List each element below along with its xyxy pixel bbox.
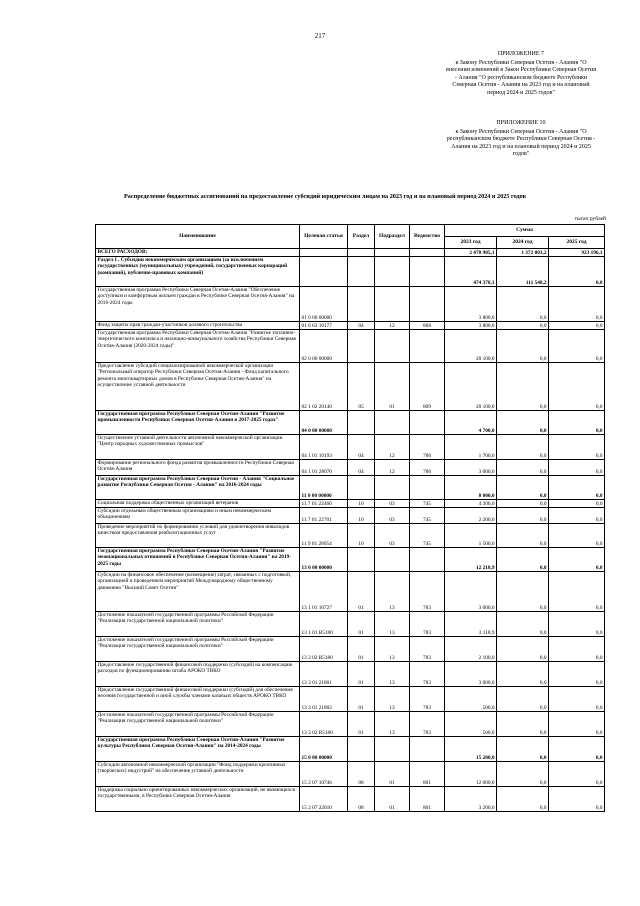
row-sum-2025: 0,0	[549, 476, 605, 500]
row-subsection: 13	[375, 712, 410, 737]
row-dept: 786	[410, 460, 445, 476]
row-sum-2024: 0,0	[497, 330, 549, 363]
row-target-code: 15 2 07 10746	[300, 762, 348, 787]
row-sum-2025: 923 196,1	[549, 249, 605, 257]
row-target-code: 04 1 01 10193	[300, 435, 348, 460]
row-name: Проведение мероприятий по формированию условий для удовлетворения инвалидов качеством предоставления реабилитационных услуг	[96, 524, 300, 548]
row-dept	[410, 476, 445, 500]
col-header-section: Раздел	[348, 225, 375, 249]
table-row	[96, 500, 605, 508]
row-sum-2025: 0,0	[549, 612, 605, 637]
row-dept: 783	[410, 637, 445, 662]
table-row	[96, 572, 605, 612]
row-dept: 783	[410, 662, 445, 687]
row-section: 05	[348, 363, 375, 411]
row-section: 08	[348, 762, 375, 787]
appendix-new-heading: ПРИЛОЖЕНИЕ 7	[497, 51, 545, 57]
row-section	[348, 548, 375, 572]
row-sum-2024: 0,0	[497, 363, 549, 411]
row-sum-2025: 0,0	[549, 787, 605, 812]
row-subsection	[375, 548, 410, 572]
row-subsection: 13	[375, 687, 410, 712]
row-sum-2024: 0,0	[497, 787, 549, 812]
row-sum-2023: 3 118,9	[445, 612, 497, 637]
row-dept	[410, 737, 445, 762]
col-header-dept: Ведомство	[410, 225, 445, 249]
table-row	[96, 687, 605, 712]
row-target-code: 15 0 00 00000	[300, 737, 348, 762]
row-sum-2025: 0,0	[549, 762, 605, 787]
row-sum-2025: 0,0	[549, 508, 605, 524]
row-target-code: 04 0 00 00000	[300, 411, 348, 435]
row-section	[348, 737, 375, 762]
table-row	[96, 287, 605, 322]
row-name: Субсидии автономной некоммерческой организации "Фонд поддержки креативных (творческих) индустрий" на обеспечение уставной деятельности	[96, 762, 300, 787]
row-sum-2025: 0,0	[549, 257, 605, 287]
row-name: Субсидии на финансовое обеспечение (возмещение) затрат, связанных с подготовкой, организацией и проведением мероприятий Международному общественному движению "Высший Совет Осетин"	[96, 572, 300, 612]
row-sum-2023: 3 000,0	[445, 662, 497, 687]
table-row	[96, 249, 605, 257]
row-sum-2024: 0,0	[497, 572, 549, 612]
row-name: Социальная поддержка общественных организаций ветеранов	[96, 500, 300, 508]
col-header-name: Наименование	[96, 225, 300, 249]
row-dept	[410, 411, 445, 435]
row-sum-2025: 0,0	[549, 524, 605, 548]
row-sum-2025: 0,0	[549, 330, 605, 363]
row-target-code: 02 1 02 20140	[300, 363, 348, 411]
row-dept: 783	[410, 612, 445, 637]
row-subsection	[375, 287, 410, 322]
row-target-code: 13 3 02 R5180	[300, 712, 348, 737]
row-target-code	[300, 249, 348, 257]
row-dept: 745	[410, 500, 445, 508]
table-row	[96, 762, 605, 787]
row-subsection	[375, 330, 410, 363]
appendix-new	[446, 51, 596, 98]
row-sum-2024: 0,0	[497, 322, 549, 330]
row-subsection: 13	[375, 637, 410, 662]
row-name: Достижение показателей государственной программы Российской Федерации "Реализация государственной национальной политики"	[96, 612, 300, 637]
row-sum-2023: 500,0	[445, 687, 497, 712]
row-target-code: 13 3 01 21801	[300, 662, 348, 687]
row-name: Достижение показателей государственной программы Российской Федерации "Реализация государственной национальной политики"	[96, 712, 300, 737]
row-name: Государственная программа Республики Северная Осетия - Алания "Социальное развитие Республики Северная Осетия - Алания" на 2016-2024 годы	[96, 476, 300, 500]
appendix-old	[446, 120, 596, 159]
row-target-code: 13 3 01 21802	[300, 687, 348, 712]
row-sum-2024: 0,0	[497, 762, 549, 787]
row-sum-2025: 0,0	[549, 687, 605, 712]
row-subsection	[375, 476, 410, 500]
row-subsection: 01	[375, 363, 410, 411]
appendix-old-text: к Закону Республики Северная Осетия - Алания "О республиканском бюджете Республики Северная Осетия - Алания на 2023 год и на плановый период 2024 и 2025 годов"	[446, 128, 596, 158]
table-row	[96, 612, 605, 637]
row-sum-2025: 0,0	[549, 500, 605, 508]
row-subsection: 01	[375, 762, 410, 787]
row-dept	[410, 548, 445, 572]
row-sum-2024: 0,0	[497, 460, 549, 476]
row-name: Субсидии отдельным общественным организациям и иным некоммерческим объединениям	[96, 508, 300, 524]
row-sum-2024: 0,0	[497, 612, 549, 637]
row-sum-2024: 0,0	[497, 524, 549, 548]
row-section: 01	[348, 612, 375, 637]
row-sum-2024: 0,0	[497, 662, 549, 687]
col-header-2024: 2024 год	[497, 237, 549, 249]
row-sum-2023: 474 378,1	[445, 257, 497, 287]
row-sum-2023: 12 218,9	[445, 548, 497, 572]
row-sum-2025: 0,0	[549, 411, 605, 435]
row-target-code: 02 0 00 00000	[300, 330, 348, 363]
row-subsection: 01	[375, 787, 410, 812]
row-subsection: 03	[375, 500, 410, 508]
row-sum-2023: 8 000,0	[445, 476, 497, 500]
row-subsection: 13	[375, 572, 410, 612]
row-sum-2023: 4 700,0	[445, 411, 497, 435]
row-sum-2024: 0,0	[497, 637, 549, 662]
table-row	[96, 548, 605, 572]
row-name: Осуществление уставной деятельности автономной некоммерческой организации "Центр народных художественных промыслов"	[96, 435, 300, 460]
row-section: 01	[348, 687, 375, 712]
appendix-old-heading: ПРИЛОЖЕНИЕ 10	[496, 120, 546, 126]
row-sum-2024: 0,0	[497, 687, 549, 712]
row-dept: 786	[410, 435, 445, 460]
row-sum-2023: 3 000,0	[445, 460, 497, 476]
row-sum-2023: 1 500,0	[445, 524, 497, 548]
table-row	[96, 435, 605, 460]
row-dept: 801	[410, 787, 445, 812]
row-sum-2023: 3 800,0	[445, 287, 497, 322]
row-dept	[410, 330, 445, 363]
row-name: Государственная программа Республики Северная Осетия-Алания "Обеспечение доступным и комфортным жильем граждан в Республике Северная Осетия-Алания" на 2016-2024 годы	[96, 287, 300, 322]
row-name: Государственная программа Республики Северная Осетия-Алания "Развитие культуры Республики Северная Осетия-Алания" на 2014-2024 годы	[96, 737, 300, 762]
row-target-code: 11 9 01 28054	[300, 524, 348, 548]
row-target-code: 01 0 00 00000	[300, 287, 348, 322]
row-sum-2024: 0,0	[497, 287, 549, 322]
row-sum-2023: 500,0	[445, 712, 497, 737]
row-section: 04	[348, 460, 375, 476]
row-sum-2023: 1 700,0	[445, 435, 497, 460]
row-sum-2024: 0,0	[497, 500, 549, 508]
row-sum-2023: 2 100,0	[445, 637, 497, 662]
row-dept: 745	[410, 508, 445, 524]
row-section: 10	[348, 524, 375, 548]
row-sum-2024: 0,0	[497, 712, 549, 737]
row-target-code: 13 1 01 R5180	[300, 612, 348, 637]
row-sum-2025: 0,0	[549, 460, 605, 476]
row-sum-2023: 15 200,0	[445, 737, 497, 762]
table-row	[96, 330, 605, 363]
table-row	[96, 508, 605, 524]
row-name: Фонд защиты прав граждан-участников долевого строительства	[96, 322, 300, 330]
row-sum-2025: 0,0	[549, 637, 605, 662]
row-target-code: 01 6 63 10177	[300, 322, 348, 330]
row-target-code: 11 0 00 00000	[300, 476, 348, 500]
row-section: 01	[348, 662, 375, 687]
row-section	[348, 257, 375, 287]
units-label: тысяч рублей	[574, 216, 606, 222]
row-target-code: 13 1 01 10727	[300, 572, 348, 612]
row-sum-2025: 0,0	[549, 548, 605, 572]
table-row	[96, 787, 605, 812]
table-row	[96, 737, 605, 762]
row-name: Предоставление государственной финансовой поддержки (субсидий) на компенсацию расходов по функционированию штаба АРОКО ТВКО	[96, 662, 300, 687]
row-target-code	[300, 257, 348, 287]
col-header-sum: Сумма	[445, 225, 605, 237]
row-target-code: 11 7 01 22460	[300, 500, 348, 508]
row-sum-2023: 4 300,0	[445, 500, 497, 508]
row-target-code: 15 2 07 22010	[300, 787, 348, 812]
col-header-2023: 2023 год	[445, 237, 497, 249]
row-name: Государственная программа Республики Северная Осетия-Алания "Развитие промышленности Республики Северная Осетия-Алания в 2017-2025 годах"	[96, 411, 300, 435]
page-number: 217	[314, 32, 326, 40]
row-name: Раздел I . Субсидии некоммерческим организациям (за исключением государственных (муниципальных) учреждений, государственных корпораций (компаний), публично-правовых компаний)	[96, 257, 300, 287]
table-row	[96, 411, 605, 435]
row-dept: 783	[410, 572, 445, 612]
table-row	[96, 257, 605, 287]
row-name: Поддержка социально ориентированных некоммерческих организаций, не являющихся государственными, в Республике Северная Осетия-Алания	[96, 787, 300, 812]
row-sum-2023: 2 200,0	[445, 508, 497, 524]
row-sum-2024: 0,0	[497, 548, 549, 572]
row-sum-2024: 1 372 003,2	[497, 249, 549, 257]
row-sum-2025: 0,0	[549, 662, 605, 687]
row-subsection	[375, 257, 410, 287]
row-subsection: 12	[375, 460, 410, 476]
row-sum-2024: 0,0	[497, 737, 549, 762]
document-title: Распределение бюджетных ассигнований на предоставление субсидий юридическим лицам на 2023 год и на плановый период 2024 и 2025 годов	[124, 193, 526, 200]
row-target-code: 13 0 00 00000	[300, 548, 348, 572]
row-section	[348, 476, 375, 500]
row-section: 01	[348, 637, 375, 662]
row-sum-2025: 0,0	[549, 572, 605, 612]
row-name: ВСЕГО РАСХОДОВ:	[96, 249, 300, 257]
row-sum-2024: 0,0	[497, 476, 549, 500]
row-dept: 783	[410, 712, 445, 737]
table-row	[96, 524, 605, 548]
row-section: 01	[348, 712, 375, 737]
row-sum-2025: 0,0	[549, 435, 605, 460]
row-name: Достижение показателей государственной программы Российской Федерации "Реализация государственной национальной политики"	[96, 637, 300, 662]
row-sum-2025: 0,0	[549, 712, 605, 737]
row-sum-2025: 0,0	[549, 737, 605, 762]
row-sum-2025: 0,0	[549, 287, 605, 322]
budget-table	[95, 224, 605, 812]
row-sum-2023: 3 000,0	[445, 572, 497, 612]
row-name: Государственная программа Республики Северная Осетия-Алания "Развитие топливно-энергетического комплекса и жилищно-коммунального хозяйства Республики Северная Осетия-Алания (2020-2024 годы)"	[96, 330, 300, 363]
appendix-new-text: к Закону Республики Северная Осетия - Алания "О внесении изменений в Закон Республики Северная Осетия - Алания "О республиканском бюджете Республики Северная Осетия - Алания на 2023 год и на плановый период 2024 и 2025 годов"	[446, 59, 596, 96]
table-row	[96, 322, 605, 330]
row-sum-2023: 3 800,0	[445, 322, 497, 330]
row-section	[348, 249, 375, 257]
row-dept: 745	[410, 524, 445, 548]
row-subsection: 03	[375, 508, 410, 524]
row-sum-2023: 12 000,0	[445, 762, 497, 787]
row-sum-2023: 20 100,0	[445, 363, 497, 411]
row-sum-2024: 0,0	[497, 435, 549, 460]
row-sum-2025: 0,0	[549, 363, 605, 411]
row-sum-2023: 20 100,0	[445, 330, 497, 363]
row-section: 04	[348, 322, 375, 330]
row-dept: 809	[410, 363, 445, 411]
row-name: Государственная программа Республики Северная Осетия-Алания "Развитие межнациональных отношений в Республике Северная Осетия-Алания" на 2019-2025 годы	[96, 548, 300, 572]
row-sum-2024: 0,0	[497, 411, 549, 435]
row-sum-2023: 3 200,0	[445, 787, 497, 812]
row-section	[348, 330, 375, 363]
row-dept: 783	[410, 687, 445, 712]
row-section: 01	[348, 572, 375, 612]
row-section	[348, 411, 375, 435]
row-section: 10	[348, 500, 375, 508]
row-dept: 808	[410, 322, 445, 330]
table-row	[96, 363, 605, 411]
row-subsection: 12	[375, 322, 410, 330]
row-sum-2023: 2 478 905,1	[445, 249, 497, 257]
row-target-code: 13 2 02 R5180	[300, 637, 348, 662]
row-sum-2024: 0,0	[497, 508, 549, 524]
row-target-code: 11 7 01 22701	[300, 508, 348, 524]
col-header-2025: 2025 год	[549, 237, 605, 249]
row-section: 10	[348, 508, 375, 524]
table-row	[96, 460, 605, 476]
row-section	[348, 287, 375, 322]
row-name: Предоставление государственной финансовой поддержки (субсидий) для обеспечения несения государственной и иной службы членами казачьих обществ АРОКО ТВКО	[96, 687, 300, 712]
table-row	[96, 476, 605, 500]
row-sum-2025: 0,0	[549, 322, 605, 330]
row-dept	[410, 287, 445, 322]
row-section: 04	[348, 435, 375, 460]
table-row	[96, 662, 605, 687]
row-name: Предоставление субсидий специализированной некоммерческой организации "Региональный оператор Республики Северная Осетия-Алания - Фонд капитального ремонта многоквартирных домов в Республике Северная Осетия-Алания" на осуществление уставной деятельности	[96, 363, 300, 411]
row-section: 08	[348, 787, 375, 812]
row-sum-2024: 111 548,2	[497, 257, 549, 287]
table-row	[96, 712, 605, 737]
row-dept: 801	[410, 762, 445, 787]
row-dept	[410, 249, 445, 257]
table-row	[96, 637, 605, 662]
row-subsection	[375, 411, 410, 435]
row-subsection: 13	[375, 612, 410, 637]
row-subsection: 03	[375, 524, 410, 548]
col-header-subsection: Подраздел	[375, 225, 410, 249]
row-subsection	[375, 737, 410, 762]
row-subsection: 12	[375, 435, 410, 460]
row-dept	[410, 257, 445, 287]
row-target-code: 04 1 01 28070	[300, 460, 348, 476]
row-subsection	[375, 249, 410, 257]
row-name: Формирование регионального фонда развития промышленности Республики Северная Осетия-Алания	[96, 460, 300, 476]
col-header-target: Целевая статья	[300, 225, 348, 249]
row-subsection: 13	[375, 662, 410, 687]
